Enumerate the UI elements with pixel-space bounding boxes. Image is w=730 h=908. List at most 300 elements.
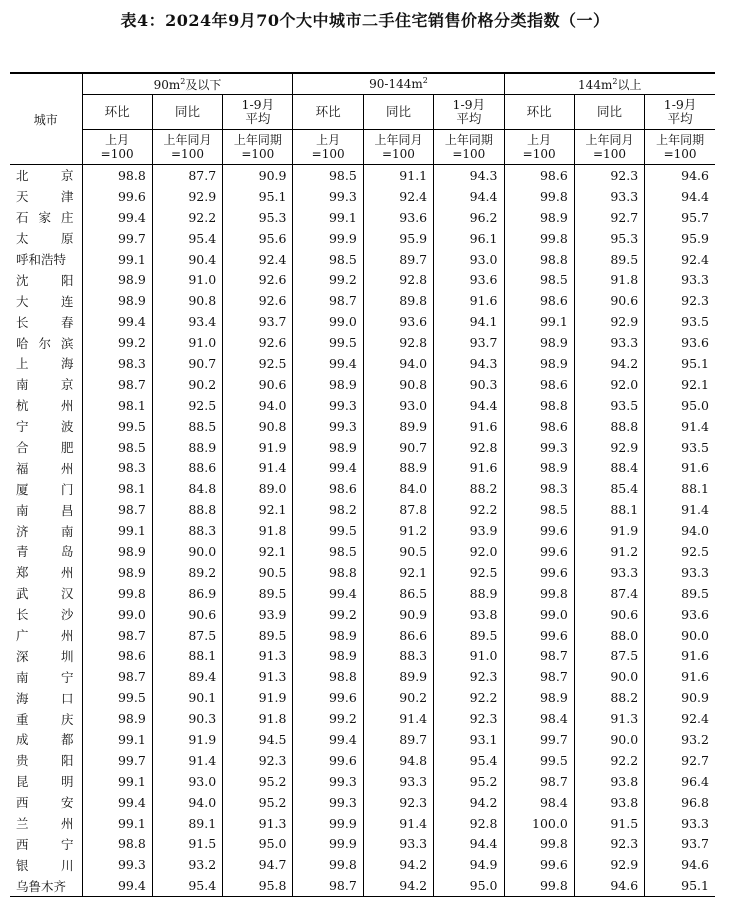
index-value: 99.6 xyxy=(504,541,574,562)
base-prev-year-month xyxy=(363,130,433,165)
index-value: 99.3 xyxy=(504,437,574,458)
index-value: 95.1 xyxy=(223,186,293,207)
table-row xyxy=(10,207,715,228)
index-value: 99.2 xyxy=(82,332,152,353)
index-value: 93.3 xyxy=(645,269,715,290)
index-value: 98.5 xyxy=(82,437,152,458)
city-name: 合肥 xyxy=(16,440,74,456)
index-value: 92.5 xyxy=(645,541,715,562)
table-row xyxy=(10,228,715,249)
index-value: 93.2 xyxy=(152,854,222,875)
table-row xyxy=(10,771,715,792)
table-row xyxy=(10,499,715,520)
index-value: 94.6 xyxy=(574,875,644,896)
index-value: 99.4 xyxy=(293,353,363,374)
index-value: 92.4 xyxy=(363,186,433,207)
col-header-avg-line1: 1-9月 xyxy=(663,97,697,112)
index-value: 95.6 xyxy=(223,228,293,249)
index-value: 91.3 xyxy=(223,666,293,687)
index-value: 99.3 xyxy=(293,771,363,792)
index-value: 92.0 xyxy=(434,541,504,562)
index-value: 98.7 xyxy=(293,875,363,896)
index-value: 90.9 xyxy=(645,687,715,708)
index-value: 93.0 xyxy=(363,395,433,416)
base-prev-year-period-eq100: =100 xyxy=(452,147,486,161)
index-value: 99.8 xyxy=(504,834,574,855)
index-value: 92.1 xyxy=(363,562,433,583)
index-value: 93.5 xyxy=(645,311,715,332)
index-value: 99.6 xyxy=(504,520,574,541)
index-value: 99.5 xyxy=(293,332,363,353)
index-value: 90.6 xyxy=(152,604,222,625)
table-row xyxy=(10,583,715,604)
index-value: 96.8 xyxy=(645,792,715,813)
index-value: 94.0 xyxy=(645,520,715,541)
index-value: 99.6 xyxy=(82,186,152,207)
index-value: 94.5 xyxy=(223,729,293,750)
base-prev-year-period-eq100: =100 xyxy=(663,147,697,161)
index-value: 98.9 xyxy=(504,457,574,478)
base-prev-month xyxy=(293,130,363,165)
index-value: 89.5 xyxy=(223,583,293,604)
index-value: 99.6 xyxy=(504,854,574,875)
index-value: 98.9 xyxy=(293,645,363,666)
index-value: 94.4 xyxy=(434,395,504,416)
index-value: 99.4 xyxy=(293,583,363,604)
index-value: 91.3 xyxy=(223,645,293,666)
table-row xyxy=(10,604,715,625)
index-value: 99.4 xyxy=(82,792,152,813)
index-value: 95.9 xyxy=(645,228,715,249)
index-value: 90.1 xyxy=(152,687,222,708)
index-value: 84.0 xyxy=(363,478,433,499)
index-value: 98.9 xyxy=(504,332,574,353)
index-value: 99.1 xyxy=(82,520,152,541)
city-name: 哈尔滨 xyxy=(16,335,74,351)
index-value: 92.4 xyxy=(645,708,715,729)
table-row xyxy=(10,834,715,855)
index-value: 99.7 xyxy=(504,729,574,750)
index-value: 95.4 xyxy=(152,228,222,249)
index-value: 99.0 xyxy=(293,311,363,332)
index-value: 93.3 xyxy=(645,562,715,583)
index-value: 98.7 xyxy=(82,625,152,646)
base-prev-year-period xyxy=(645,130,715,165)
col-header-avg xyxy=(223,95,293,130)
index-value: 99.2 xyxy=(293,269,363,290)
index-value: 94.7 xyxy=(223,854,293,875)
index-value: 89.0 xyxy=(223,478,293,499)
index-value: 89.5 xyxy=(645,583,715,604)
table-row xyxy=(10,875,715,896)
index-value: 99.1 xyxy=(504,311,574,332)
index-value: 92.2 xyxy=(574,750,644,771)
group-header-under-90: $90m^2$及以下 xyxy=(82,73,293,95)
index-value: 89.4 xyxy=(152,666,222,687)
index-value: 98.3 xyxy=(504,478,574,499)
base-prev-year-month-label: 上年同月 xyxy=(374,133,423,147)
price-index-table xyxy=(10,72,715,897)
index-value: 96.1 xyxy=(434,228,504,249)
table-row xyxy=(10,729,715,750)
table-row xyxy=(10,249,715,270)
index-value: 89.1 xyxy=(152,813,222,834)
index-value: 94.6 xyxy=(645,854,715,875)
index-value: 92.3 xyxy=(574,834,644,855)
city-name: 青岛 xyxy=(16,544,74,560)
index-value: 93.6 xyxy=(645,604,715,625)
index-value: 93.6 xyxy=(363,311,433,332)
index-value: 98.8 xyxy=(82,165,152,186)
city-name: 西宁 xyxy=(16,836,74,852)
index-value: 99.1 xyxy=(82,249,152,270)
index-value: 98.8 xyxy=(82,834,152,855)
index-value: 99.4 xyxy=(82,311,152,332)
index-value: 93.5 xyxy=(574,395,644,416)
index-value: 88.6 xyxy=(152,457,222,478)
index-value: 87.5 xyxy=(152,625,222,646)
index-value: 93.8 xyxy=(574,792,644,813)
index-value: 98.8 xyxy=(293,562,363,583)
base-prev-year-period xyxy=(434,130,504,165)
base-prev-year-month-label: 上年同月 xyxy=(163,133,212,147)
index-value: 98.5 xyxy=(504,269,574,290)
index-value: 91.5 xyxy=(152,834,222,855)
index-value: 87.8 xyxy=(363,499,433,520)
index-value: 92.9 xyxy=(574,437,644,458)
base-prev-year-month-eq100: =100 xyxy=(381,147,415,161)
index-value: 92.0 xyxy=(574,374,644,395)
index-value: 99.2 xyxy=(293,604,363,625)
index-value: 89.7 xyxy=(363,729,433,750)
index-value: 93.8 xyxy=(434,604,504,625)
index-value: 92.6 xyxy=(223,269,293,290)
index-value: 99.0 xyxy=(82,604,152,625)
index-value: 90.5 xyxy=(223,562,293,583)
group-header-90-144: $90-144m^2$ xyxy=(293,73,504,95)
base-prev-year-period-label: 上年同期 xyxy=(656,133,705,147)
col-header-yoy: 同比 xyxy=(574,95,644,130)
index-value: 95.2 xyxy=(434,771,504,792)
index-value: 92.7 xyxy=(574,207,644,228)
index-value: 98.5 xyxy=(504,499,574,520)
table-row xyxy=(10,437,715,458)
table-row xyxy=(10,374,715,395)
table-row xyxy=(10,645,715,666)
table-row xyxy=(10,687,715,708)
index-value: 94.8 xyxy=(363,750,433,771)
index-value: 93.0 xyxy=(152,771,222,792)
index-value: 93.8 xyxy=(574,771,644,792)
index-value: 92.6 xyxy=(223,290,293,311)
index-value: 92.1 xyxy=(223,541,293,562)
index-value: 99.2 xyxy=(293,708,363,729)
index-value: 87.4 xyxy=(574,583,644,604)
index-value: 89.5 xyxy=(223,625,293,646)
index-value: 91.4 xyxy=(363,708,433,729)
city-name: 南京 xyxy=(16,377,74,393)
index-value: 98.6 xyxy=(504,374,574,395)
index-value: 92.8 xyxy=(363,269,433,290)
index-value: 93.3 xyxy=(574,562,644,583)
index-value: 95.0 xyxy=(434,875,504,896)
index-value: 94.6 xyxy=(645,165,715,186)
index-value: 92.6 xyxy=(223,332,293,353)
index-value: 91.9 xyxy=(223,437,293,458)
index-value: 98.6 xyxy=(504,165,574,186)
index-value: 90.6 xyxy=(223,374,293,395)
city-name: 长春 xyxy=(16,314,74,330)
city-name: 深圳 xyxy=(16,648,74,664)
index-value: 93.5 xyxy=(645,437,715,458)
index-value: 98.6 xyxy=(82,645,152,666)
index-value: 94.0 xyxy=(223,395,293,416)
index-value: 99.4 xyxy=(293,457,363,478)
index-value: 92.5 xyxy=(434,562,504,583)
city-name: 大连 xyxy=(16,293,74,309)
index-value: 95.4 xyxy=(434,750,504,771)
index-value: 94.0 xyxy=(363,353,433,374)
index-value: 93.3 xyxy=(574,332,644,353)
city-name: 重庆 xyxy=(16,711,74,727)
index-value: 87.5 xyxy=(574,645,644,666)
city-name: 乌鲁木齐 xyxy=(10,875,82,896)
col-header-yoy: 同比 xyxy=(363,95,433,130)
index-value: 91.4 xyxy=(645,499,715,520)
base-prev-year-month xyxy=(574,130,644,165)
index-value: 92.9 xyxy=(574,311,644,332)
index-value: 86.5 xyxy=(363,583,433,604)
index-value: 93.7 xyxy=(223,311,293,332)
table-row xyxy=(10,311,715,332)
index-value: 98.9 xyxy=(82,708,152,729)
index-value: 99.8 xyxy=(504,875,574,896)
index-value: 92.2 xyxy=(434,499,504,520)
index-value: 91.0 xyxy=(434,645,504,666)
index-value: 98.2 xyxy=(293,499,363,520)
index-value: 91.9 xyxy=(152,729,222,750)
col-header-avg-line2: 平均 xyxy=(667,111,693,126)
city-name: 福州 xyxy=(16,460,74,476)
index-value: 91.8 xyxy=(223,708,293,729)
index-value: 94.1 xyxy=(434,311,504,332)
index-value: 93.6 xyxy=(434,269,504,290)
index-value: 98.7 xyxy=(82,666,152,687)
city-name: 天津 xyxy=(16,189,74,205)
index-value: 98.5 xyxy=(293,165,363,186)
index-value: 90.6 xyxy=(574,604,644,625)
table-row xyxy=(10,186,715,207)
index-value: 91.8 xyxy=(223,520,293,541)
index-value: 89.9 xyxy=(363,416,433,437)
index-value: 91.2 xyxy=(574,541,644,562)
index-value: 92.3 xyxy=(645,290,715,311)
index-value: 90.2 xyxy=(363,687,433,708)
index-value: 87.7 xyxy=(152,165,222,186)
index-value: 91.9 xyxy=(223,687,293,708)
col-header-mom: 环比 xyxy=(504,95,574,130)
index-value: 96.4 xyxy=(645,771,715,792)
index-value: 98.7 xyxy=(82,499,152,520)
index-value: 99.6 xyxy=(293,750,363,771)
index-value: 92.1 xyxy=(223,499,293,520)
index-value: 93.9 xyxy=(434,520,504,541)
index-value: 93.6 xyxy=(645,332,715,353)
index-value: 91.9 xyxy=(574,520,644,541)
index-value: 99.1 xyxy=(82,771,152,792)
index-value: 89.9 xyxy=(363,666,433,687)
index-value: 94.3 xyxy=(434,353,504,374)
index-value: 98.1 xyxy=(82,395,152,416)
index-value: 91.6 xyxy=(645,666,715,687)
index-value: 99.3 xyxy=(82,854,152,875)
index-value: 99.6 xyxy=(293,687,363,708)
col-header-avg-line2: 平均 xyxy=(456,111,482,126)
index-value: 94.4 xyxy=(645,186,715,207)
base-prev-year-month-eq100: =100 xyxy=(171,147,204,161)
city-name: 贵阳 xyxy=(16,753,74,769)
index-value: 90.8 xyxy=(363,374,433,395)
index-value: 89.8 xyxy=(363,290,433,311)
index-value: 99.9 xyxy=(293,813,363,834)
table-row xyxy=(10,541,715,562)
city-name: 石家庄 xyxy=(16,210,74,226)
index-value: 90.9 xyxy=(223,165,293,186)
index-value: 90.0 xyxy=(645,625,715,646)
city-name: 兰州 xyxy=(16,816,74,832)
index-value: 99.0 xyxy=(504,604,574,625)
index-value: 94.2 xyxy=(363,875,433,896)
index-value: 90.0 xyxy=(574,666,644,687)
index-value: 92.3 xyxy=(434,708,504,729)
city-name: 南宁 xyxy=(16,669,74,685)
index-value: 91.4 xyxy=(363,813,433,834)
index-value: 90.7 xyxy=(152,353,222,374)
index-value: 99.1 xyxy=(82,729,152,750)
index-value: 90.2 xyxy=(152,374,222,395)
index-value: 99.7 xyxy=(82,750,152,771)
index-value: 90.9 xyxy=(363,604,433,625)
index-value: 93.3 xyxy=(363,771,433,792)
index-value: 93.3 xyxy=(645,813,715,834)
index-value: 98.9 xyxy=(504,353,574,374)
index-value: 99.1 xyxy=(82,813,152,834)
index-value: 98.7 xyxy=(82,374,152,395)
index-value: 98.9 xyxy=(504,687,574,708)
index-value: 95.3 xyxy=(223,207,293,228)
col-header-mom: 环比 xyxy=(293,95,363,130)
index-value: 86.6 xyxy=(363,625,433,646)
index-value: 89.5 xyxy=(434,625,504,646)
index-value: 92.3 xyxy=(574,165,644,186)
index-value: 98.6 xyxy=(504,290,574,311)
city-name: 成都 xyxy=(16,732,74,748)
index-value: 99.7 xyxy=(82,228,152,249)
index-value: 88.0 xyxy=(574,625,644,646)
city-name: 杭州 xyxy=(16,398,74,414)
index-value: 90.0 xyxy=(152,541,222,562)
index-value: 99.8 xyxy=(504,186,574,207)
index-value: 98.1 xyxy=(82,478,152,499)
index-value: 99.8 xyxy=(504,583,574,604)
index-value: 98.9 xyxy=(293,374,363,395)
index-value: 92.3 xyxy=(363,792,433,813)
index-value: 88.4 xyxy=(574,457,644,478)
index-value: 99.8 xyxy=(82,583,152,604)
index-value: 98.7 xyxy=(504,771,574,792)
index-value: 92.5 xyxy=(152,395,222,416)
table-row xyxy=(10,395,715,416)
index-value: 98.7 xyxy=(504,645,574,666)
base-prev-month-label: 上月 xyxy=(105,133,130,147)
index-value: 95.0 xyxy=(223,834,293,855)
index-value: 88.5 xyxy=(152,416,222,437)
col-header-mom: 环比 xyxy=(82,95,152,130)
index-value: 99.8 xyxy=(293,854,363,875)
index-value: 98.5 xyxy=(293,541,363,562)
index-value: 88.1 xyxy=(574,499,644,520)
index-value: 91.5 xyxy=(574,813,644,834)
index-value: 85.4 xyxy=(574,478,644,499)
index-value: 91.2 xyxy=(363,520,433,541)
table-row xyxy=(10,625,715,646)
base-prev-month xyxy=(82,130,152,165)
index-value: 92.7 xyxy=(645,750,715,771)
index-value: 91.6 xyxy=(434,416,504,437)
city-name: 呼和浩特 xyxy=(16,252,67,267)
table-row xyxy=(10,478,715,499)
group-header-over-144: $144m^2$以上 xyxy=(504,73,715,95)
city-name: 银川 xyxy=(16,857,74,873)
city-name: 上海 xyxy=(16,356,74,372)
base-prev-year-month-eq100: =100 xyxy=(593,147,626,161)
base-prev-year-period-label: 上年同期 xyxy=(444,133,493,147)
index-value: 99.1 xyxy=(293,207,363,228)
base-prev-year-month xyxy=(152,130,222,165)
table-row xyxy=(10,290,715,311)
index-value: 98.8 xyxy=(504,395,574,416)
col-header-avg-line1: 1-9月 xyxy=(241,97,275,112)
index-value: 99.4 xyxy=(82,875,152,896)
index-value: 94.0 xyxy=(152,792,222,813)
index-value: 95.4 xyxy=(152,875,222,896)
index-value: 98.8 xyxy=(293,666,363,687)
city-name: 武汉 xyxy=(16,586,74,602)
index-value: 91.4 xyxy=(152,750,222,771)
table-title: 表4：2024年9月70个大中城市二手住宅销售价格分类指数（一） xyxy=(120,11,610,30)
city-name: 北京 xyxy=(16,168,74,184)
index-value: 98.6 xyxy=(504,416,574,437)
col-header-avg xyxy=(434,95,504,130)
index-value: 90.7 xyxy=(363,437,433,458)
table-row xyxy=(10,353,715,374)
index-value: 99.9 xyxy=(293,228,363,249)
table-row xyxy=(10,165,715,186)
index-value: 88.2 xyxy=(434,478,504,499)
index-value: 93.0 xyxy=(434,249,504,270)
table-row xyxy=(10,854,715,875)
index-value: 90.6 xyxy=(574,290,644,311)
index-value: 92.4 xyxy=(645,249,715,270)
index-value: 92.8 xyxy=(434,813,504,834)
index-value: 91.6 xyxy=(645,457,715,478)
index-value: 99.3 xyxy=(293,416,363,437)
index-value: 90.4 xyxy=(152,249,222,270)
index-value: 95.9 xyxy=(363,228,433,249)
base-prev-month-eq100: =100 xyxy=(100,147,134,161)
index-value: 95.7 xyxy=(645,207,715,228)
index-value: 86.9 xyxy=(152,583,222,604)
